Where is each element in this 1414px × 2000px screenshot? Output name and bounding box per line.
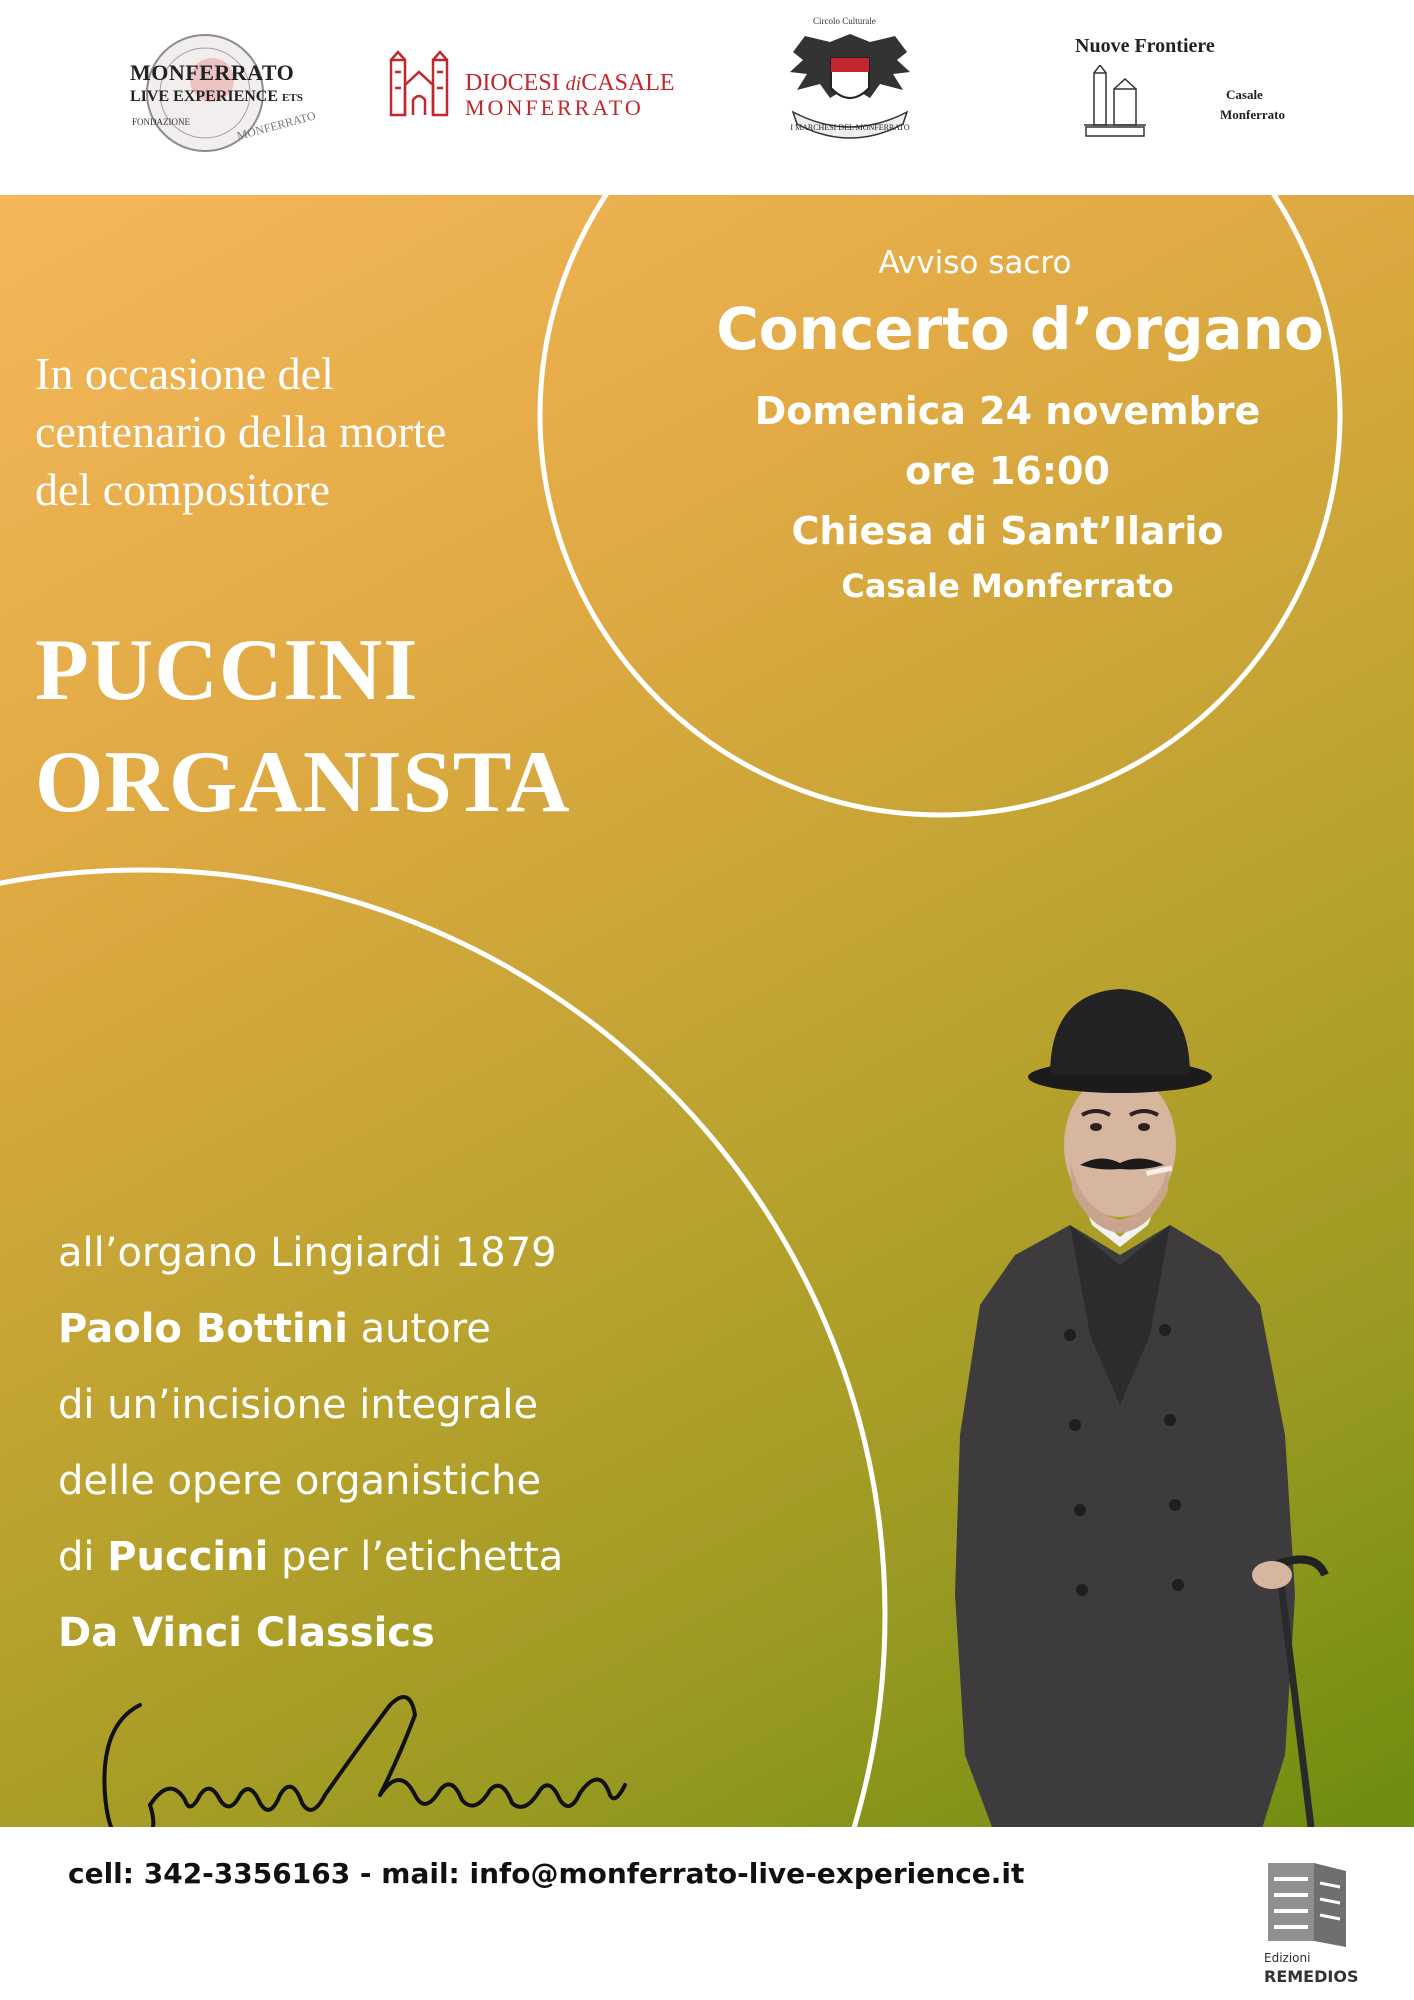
- monferrato-logo-suffix: ETS: [282, 92, 303, 104]
- diocesi-word2: di: [565, 73, 582, 95]
- circolo-ribbon-text: I MARCHESI DEL MONFERRATO: [790, 123, 910, 132]
- publisher-small: Edizioni: [1264, 1951, 1311, 1965]
- event-title: Concerto d’organo: [716, 295, 1324, 363]
- cathedral-icon: [385, 50, 455, 120]
- logo-header: [0, 0, 1414, 195]
- performer-line-1: all’organo Lingiardi 1879: [58, 1230, 557, 1276]
- eagle-crest-icon: [775, 12, 925, 152]
- performer-line-2-rest: autore: [347, 1306, 491, 1352]
- nuove-frontiere-line2: Monferrato: [1220, 107, 1285, 122]
- publisher-name: REMEDIOS: [1264, 1967, 1359, 1986]
- diocesi-logo: [385, 50, 715, 125]
- monferrato-logo-line2: LIVE EXPERIENCE: [130, 88, 279, 105]
- puccini-portrait: [920, 975, 1360, 1827]
- intro-line-1: In occasione del: [35, 348, 334, 399]
- monferrato-logo-line3: FONDAZIONE: [132, 117, 190, 127]
- main-title-line-2: ORGANISTA: [35, 734, 571, 831]
- event-city: Casale Monferrato: [841, 567, 1174, 605]
- footer: [0, 1827, 1414, 2000]
- edizioni-remedios-logo: [1262, 1857, 1372, 1997]
- performer-line-5-rest: per l’etichetta: [268, 1534, 564, 1580]
- performer-line-5-pre: di: [58, 1534, 108, 1580]
- performer-line-4: delle opere organistiche: [58, 1458, 542, 1504]
- poster-body: [0, 195, 1414, 1827]
- diocesi-word1: DIOCESI: [465, 70, 560, 96]
- event-date: Domenica 24 novembre: [754, 389, 1261, 433]
- puccini-signature: [80, 1685, 700, 1827]
- event-kicker: Avviso sacro: [878, 245, 1072, 281]
- event-place: Chiesa di Sant’Ilario: [791, 509, 1224, 553]
- circolo-culturale-crest: [775, 12, 925, 152]
- tower-sketch-icon: [1080, 65, 1150, 140]
- intro-line-3: del compositore: [35, 464, 331, 515]
- nuove-frontiere-logo: [1070, 35, 1300, 145]
- intro-line-2: centenario della morte: [35, 406, 447, 457]
- diocesi-word3: CASALE: [581, 70, 675, 96]
- circolo-top-text: Circolo Culturale: [813, 16, 876, 26]
- monferrato-live-experience-logo: [120, 18, 335, 168]
- main-title-line-1: PUCCINI: [35, 622, 419, 719]
- intro-text: [35, 345, 446, 519]
- remedios-book-icon: [1262, 1857, 1357, 1947]
- record-label: Da Vinci Classics: [58, 1610, 435, 1656]
- diocesi-word4: MONFERRATO: [465, 95, 644, 120]
- monferrato-ring-text: MONFERRATO: [235, 108, 318, 143]
- composer-name: Puccini: [107, 1534, 269, 1580]
- nuove-frontiere-line1: Casale: [1226, 87, 1263, 102]
- main-title: [35, 615, 570, 839]
- event-time: ore 16:00: [905, 449, 1110, 493]
- performer-name: Paolo Bottini: [58, 1306, 348, 1352]
- monferrato-logo-line1: MONFERRATO: [130, 60, 295, 85]
- performer-description: [58, 1215, 563, 1671]
- nuove-frontiere-title: Nuove Frontiere: [1075, 35, 1215, 57]
- event-details: [660, 245, 1380, 605]
- performer-line-3: di un’incisione integrale: [58, 1382, 539, 1428]
- contact-info: cell: 342-3356163 - mail: info@monferrato-live-experience.it: [68, 1857, 1025, 1890]
